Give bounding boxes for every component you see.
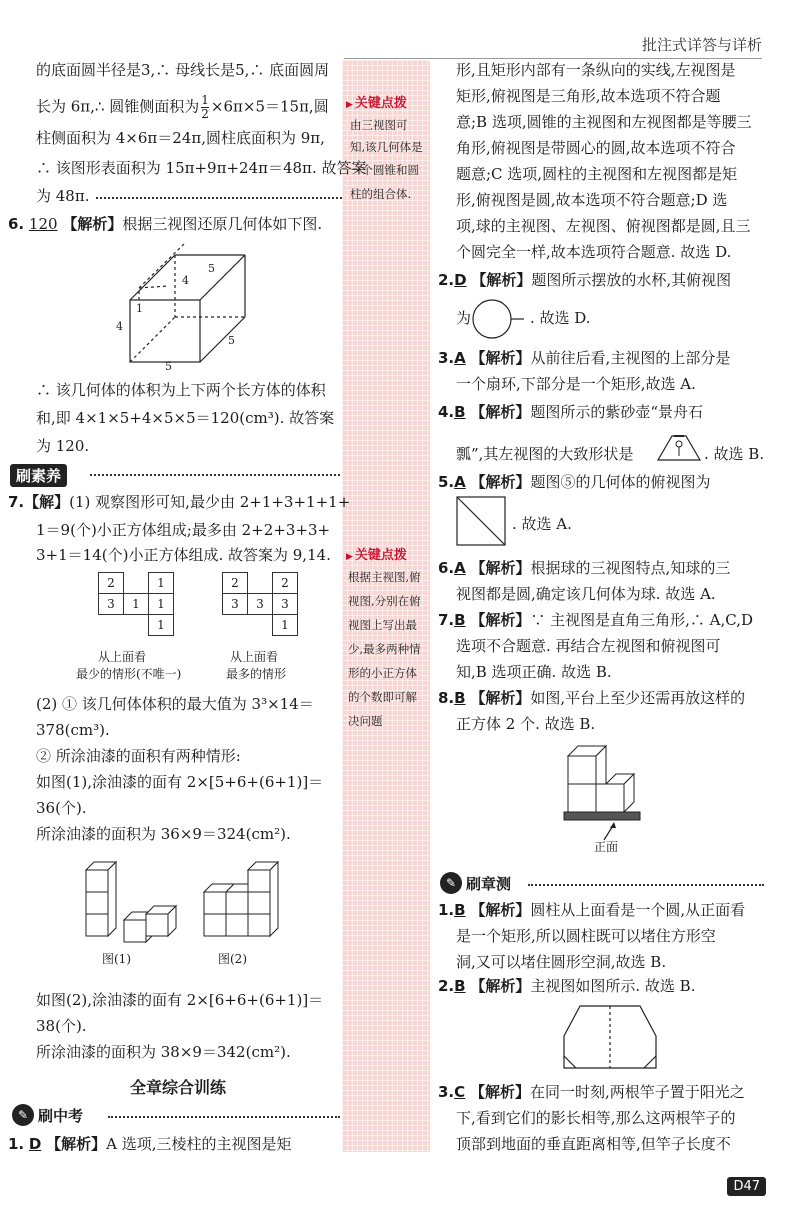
q4-line: 4.B 【解析】题图所示的紫砂壶“景舟石 — [438, 403, 704, 421]
note-line: 柱的组合体. — [350, 187, 412, 201]
dim-label: 5 — [228, 334, 235, 347]
grid-cell: 3 — [248, 594, 273, 615]
grid-cell: 1 — [273, 615, 298, 636]
section-heading-exam: ✎ 刷中考 — [12, 1104, 83, 1126]
text-line: ② 所涂油漆的面积有两种情形: — [36, 747, 241, 765]
chapter-title: 全章综合训练 — [130, 1078, 227, 1097]
q3-line: 3.A 【解析】从前往后看,主视图的上部分是 — [438, 349, 731, 367]
text-line: 形,俯视图是圆,故本选项不符合题意;D 选 — [456, 191, 728, 209]
dim-label: 4 — [116, 320, 123, 333]
text-line: 36(个). — [36, 799, 87, 817]
dim-label: 1 — [136, 302, 143, 315]
section-heading-chapter-test: ✎ 刷章测 — [440, 872, 511, 894]
note-line: 根据主视图,俯 — [348, 570, 421, 584]
note-line: 形的小正方体 — [348, 666, 417, 680]
q7-line: 7.B 【解析】∵ 主视图是直角三角形,∴ A,C,D — [438, 611, 754, 629]
fraction-numerator: 1 — [201, 93, 209, 107]
dim-label: 4 — [182, 274, 189, 287]
note-line: 决问题 — [348, 714, 383, 728]
dotted-leader — [90, 474, 340, 476]
text-line: 个圆完全一样,故本选项符合题意. 故选 D. — [456, 243, 732, 261]
note-line: 视图上写出最 — [348, 618, 417, 632]
note-line: 视图,分别在俯 — [348, 594, 421, 608]
grid-cell: 1 — [149, 615, 174, 636]
grid-caption: 从上面看 — [230, 650, 279, 664]
note-line: 一个圆锥和圆 — [350, 163, 419, 177]
text-line: 为 — [456, 309, 472, 327]
text-line: 如图(1),涂油漆的面有 2×[5+6+(6+1)]＝ — [36, 773, 324, 791]
text-line: 如图(2),涂油漆的面有 2×[6+6+(6+1)]＝ — [36, 991, 324, 1009]
dotted-leader — [96, 197, 342, 199]
page-number: D47 — [727, 1177, 766, 1196]
header-rule — [344, 58, 762, 59]
dim-label: 5 — [165, 360, 172, 372]
text-line: ∴ 该图形表面积为 15π+9π+24π＝48π. 故答案 — [36, 159, 367, 177]
cube-figure-1 — [80, 858, 180, 944]
grid-caption: 最多的情形 — [226, 667, 287, 681]
dim-label: 5 — [208, 262, 215, 275]
grid-cell: 1 — [149, 573, 174, 594]
top-view-grid-max — [222, 572, 298, 636]
text-line: . 故选 B. — [704, 445, 765, 463]
note-line: 少,最多两种情 — [348, 642, 421, 656]
front-view-hexagon-figure — [560, 1002, 660, 1072]
front-label: 正面 — [594, 840, 619, 854]
c2-line: 2.B 【解析】主视图如图所示. 故选 B. — [438, 977, 696, 995]
grid-cell: 3 — [273, 594, 298, 615]
text-line: ∴ 该几何体的体积为上下两个长方体的体积 — [36, 381, 326, 399]
text-line: 正方体 2 个. 故选 B. — [456, 715, 596, 733]
text-line: 意;B 选项,圆锥的主视图和左视图都是等腰三 — [456, 113, 752, 131]
q7-line: 7.【解】(1) 观察图形可知,最少由 2+1+3+1+1+ — [8, 493, 351, 511]
note-line: 由三视图可 — [350, 118, 408, 132]
text-line: 为 120. — [36, 437, 90, 455]
cup-top-view-icon — [470, 298, 530, 340]
text-line: . 故选 D. — [530, 309, 591, 327]
c3-line: 3.C 【解析】在同一时刻,两根竿子置于阳光之 — [438, 1083, 745, 1101]
pen-icon: ✎ — [12, 1104, 34, 1126]
header-title: 批注式详答与详析 — [641, 36, 762, 54]
text-line: 为 48π. — [36, 187, 90, 205]
text-line: . 故选 A. — [512, 515, 572, 533]
grid-caption: 最少的情形(不唯一) — [76, 667, 182, 681]
text-line: 3+1＝14(个)小正方体组成. 故答案为 9,14. — [36, 546, 331, 564]
q8-line: 8.B 【解析】如图,平台上至少还需再放这样的 — [438, 689, 746, 707]
text-line: 的底面圆半径是3,∴ 母线长是5,∴ 底面圆周 — [36, 61, 330, 79]
grid-cell: 1 — [124, 594, 149, 615]
grid-caption: 从上面看 — [98, 650, 147, 664]
c1-line: 1.B 【解析】圆柱从上面看是一个圆,从正面看 — [438, 901, 746, 919]
text-line: 顶部到地面的垂直距离相等,但竿子长度不 — [456, 1135, 731, 1153]
text-line: 一个扇环,下部分是一个矩形,故选 A. — [456, 375, 696, 393]
text-line: 和,即 4×1×5+4×5×5＝120(cm³). 故答案 — [36, 409, 335, 427]
text-line: 选项不合题意. 再结合左视图和俯视图可 — [456, 637, 721, 655]
grid-cell: 1 — [149, 594, 174, 615]
text-line: 题意;C 选项,圆柱的主视图和左视图都是矩 — [456, 165, 738, 183]
pen-icon: ✎ — [440, 872, 462, 894]
top-view-square-icon — [456, 496, 508, 548]
teapot-side-view-icon — [654, 426, 704, 466]
text-line: 瓢”,其左视图的大致形状是 — [456, 445, 634, 463]
q6-line: 6.A 【解析】根据球的三视图特点,知球的三 — [438, 559, 731, 577]
grid-cell: 2 — [273, 573, 298, 594]
text-line: (2) ① 该几何体体积的最大值为 3³×14＝ — [36, 695, 314, 713]
q6-line: 6. 120 【解析】根据三视图还原几何体如下图. — [8, 215, 323, 233]
text-line: 矩形,俯视图是三角形,故本选项不符合题 — [456, 87, 721, 105]
grid-cell — [124, 573, 149, 594]
fraction-denominator: 2 — [201, 107, 209, 121]
key-point-label: ▶ 关键点拨 — [346, 544, 407, 563]
text-line: 1＝9(个)小正方体组成;最多由 2+2+3+3+ — [36, 521, 331, 539]
grid-cell: 3 — [223, 594, 248, 615]
text-line: 视图都是圆,确定该几何体为球. 故选 A. — [456, 585, 716, 603]
figure-caption-2: 图(2) — [218, 952, 247, 966]
text-line: 所涂油漆的面积为 38×9＝342(cm²). — [36, 1043, 291, 1061]
grid-cell — [99, 615, 124, 636]
grid-cell: 2 — [99, 573, 124, 594]
grid-cell — [248, 615, 273, 636]
note-line: 知,该几何体是 — [350, 140, 423, 154]
text-line: 角形,俯视图是带圆心的圆,故本选项不符合 — [456, 139, 736, 157]
section-heading-practice: 刷素养 — [10, 464, 67, 487]
text-line: 下,看到它们的影长相等,那么这两根竿子的 — [456, 1109, 736, 1127]
text-line: 38(个). — [36, 1017, 87, 1035]
dotted-leader — [528, 884, 764, 886]
note-line: 的个数即可解 — [348, 690, 417, 704]
top-view-grid-min — [98, 572, 174, 636]
text-line: 知,B 选项正确. 故选 B. — [456, 663, 612, 681]
text-line: 是一个矩形,所以圆柱既可以堵住方形空 — [456, 927, 716, 945]
grid-cell: 2 — [223, 573, 248, 594]
text-line: 洞,又可以堵住圆形空洞,故选 B. — [456, 953, 667, 971]
grid-cell — [223, 615, 248, 636]
text-line: 形,且矩形内部有一条纵向的实线,左视图是 — [456, 61, 736, 79]
text-line: 项,球的主视图、左视图、俯视图都是圆,且三 — [456, 217, 751, 235]
b1-line: 1. D 【解析】A 选项,三棱柱的主视图是矩 — [8, 1135, 292, 1153]
grid-cell — [124, 615, 149, 636]
text-line: 378(cm³). — [36, 721, 110, 739]
text-line: 长为 6π,∴ 圆锥侧面积为 $\frac{1}{2}$ ×6π×5＝15π,圆 — [36, 93, 329, 121]
q2-line: 2.D 【解析】题图所示摆放的水杯,其俯视图 — [438, 271, 732, 289]
cuboid-figure — [110, 240, 260, 372]
figure-caption-1: 图(1) — [102, 952, 131, 966]
grid-cell: 3 — [99, 594, 124, 615]
cube-figure-2 — [198, 858, 298, 944]
dotted-leader — [108, 1116, 340, 1118]
grid-cell — [248, 573, 273, 594]
text-line: 所涂油漆的面积为 36×9＝324(cm²). — [36, 825, 291, 843]
key-point-label: ▶ 关键点拨 — [346, 92, 407, 111]
q5-line: 5.A 【解析】题图⑤的几何体的俯视图为 — [438, 473, 711, 491]
text-line: 柱侧面积为 4×6π＝24π,圆柱底面积为 9π, — [36, 129, 325, 147]
